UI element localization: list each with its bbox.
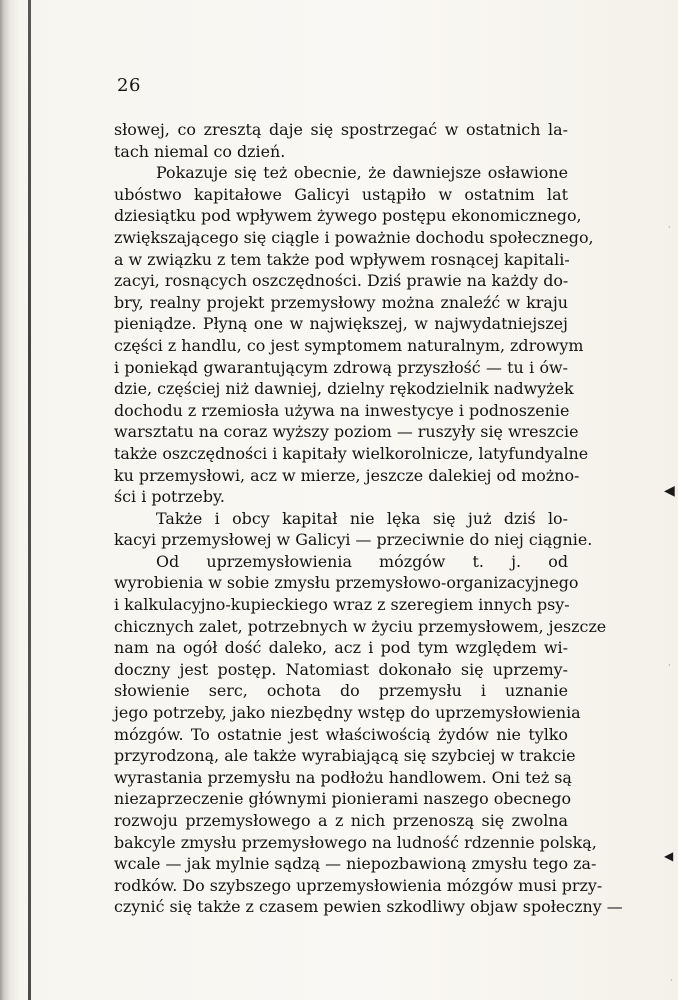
text-line: dzie, częściej niż dawniej, dzielny rękodzielnik nadwyżek [114, 379, 574, 399]
text-line: pieniądze. Płyną one w największej, w najwydatniejszej [114, 314, 568, 334]
scan-speck: · [668, 661, 671, 670]
text-line: słowej, co zresztą daje się spostrzegać w ostatnich la- [114, 120, 568, 139]
text-line: części z handlu, co jest symptomem naturalnym, zdrowym [114, 335, 584, 355]
text-line: czynić się także z czasem pewien szkodliwy objaw społeczny — [114, 897, 623, 917]
text-line: nam na ogół dość daleko, acz i pod tym względem wi- [114, 638, 568, 658]
text-line: dochodu z rzemiosła używa na inwestycye i podnoszenie [114, 400, 570, 420]
text-line: ści i potrzeby. [114, 487, 225, 507]
text-line: bry, realny projekt przemysłowy można znaleźć w kraju [114, 292, 568, 312]
text-line: i poniekąd gwarantującym zdrową przyszłość — tu i ów- [114, 357, 568, 377]
text-line: mózgów. To ostatnie jest właściwością żydów nie tylko [114, 724, 568, 744]
text-line: przyrodzoną, ale także wyrabiającą się szybciej w trakcie [114, 746, 576, 766]
text-line: Pokazuje się też obecnie, że dawniejsze osławione [156, 163, 568, 183]
text-line: Od uprzemysłowienia mózgów t. j. od [156, 551, 568, 571]
text-line: doczny jest postęp. Natomiast dokonało się uprzemy- [114, 659, 568, 679]
text-line: rodków. Do szybszego uprzemysłowienia mózgów musi przy- [114, 875, 603, 895]
text-line: rozwoju przemysłowego a z nich przenoszą się zwolna [114, 811, 568, 830]
page-binding-shadow [0, 0, 20, 1000]
body-text [114, 119, 623, 918]
text-line: wcale — jak mylnie sądzą — niepozbawioną zmysłu tego za- [114, 854, 597, 874]
text-line: warsztatu na coraz wyższy poziom — ruszyły się wreszcie [114, 422, 579, 442]
page-binding-edge [28, 0, 31, 1000]
text-line: chicznych zalet, potrzebnych w życiu przemysłowem, jeszcze [114, 616, 607, 636]
text-line: Także i obcy kapitał nie lęka się już dziś lo- [156, 508, 568, 528]
text-line: kacyi przemysłowej w Galicyi — przeciwnie do niej ciągnie. [114, 530, 593, 550]
text-line: ubóstwo kapitałowe Galicyi ustąpiło w ostatnim lat [114, 184, 568, 204]
text-line: ku przemysłowi, acz w mierze, jeszcze dalekiej od możno- [114, 465, 580, 485]
text-line: także oszczędności i kapitały wielkorolnicze, latyfundyalne [114, 443, 589, 463]
text-line: zwiększającego się ciągle i poważnie dochodu społecznego, [114, 227, 594, 247]
text-line: bakcyle zmysłu przemysłowego na ludność rdzennie polską, [114, 832, 597, 852]
scan-speck: · [668, 223, 671, 232]
text-line: słowienie serc, ochota do przemysłu i uznanie [114, 681, 568, 701]
text-line: zacyi, rosnących oszczędności. Dziś prawie na każdy do- [114, 271, 569, 291]
margin-arrow-mark: ◀ [664, 483, 675, 499]
text-line: i kalkulacyjno-kupieckiego wraz z szeregiem innych psy- [114, 595, 570, 615]
text-line: wyrastania przemysłu na podłożu handlowem. Oni też są [114, 767, 572, 787]
scan-speck: · [670, 976, 673, 985]
margin-arrow-mark: ◀ [664, 849, 674, 863]
text-line: tach niemal co dzień. [114, 141, 286, 161]
text-line: dziesiątku pod wpływem żywego postępu ekonomicznego, [114, 206, 582, 226]
text-line: niezaprzeczenie głównymi pionierami naszego obecnego [114, 789, 572, 809]
text-line: a w związku z tem także pod wpływem rosnącej kapitali- [114, 249, 570, 269]
page-number: 26 [117, 75, 141, 96]
text-line: wyrobienia w sobie zmysłu przemysłowo-organizacyjnego [114, 573, 579, 593]
text-line: jego potrzeby, jako niezbędny wstęp do uprzemysłowienia [114, 703, 581, 723]
